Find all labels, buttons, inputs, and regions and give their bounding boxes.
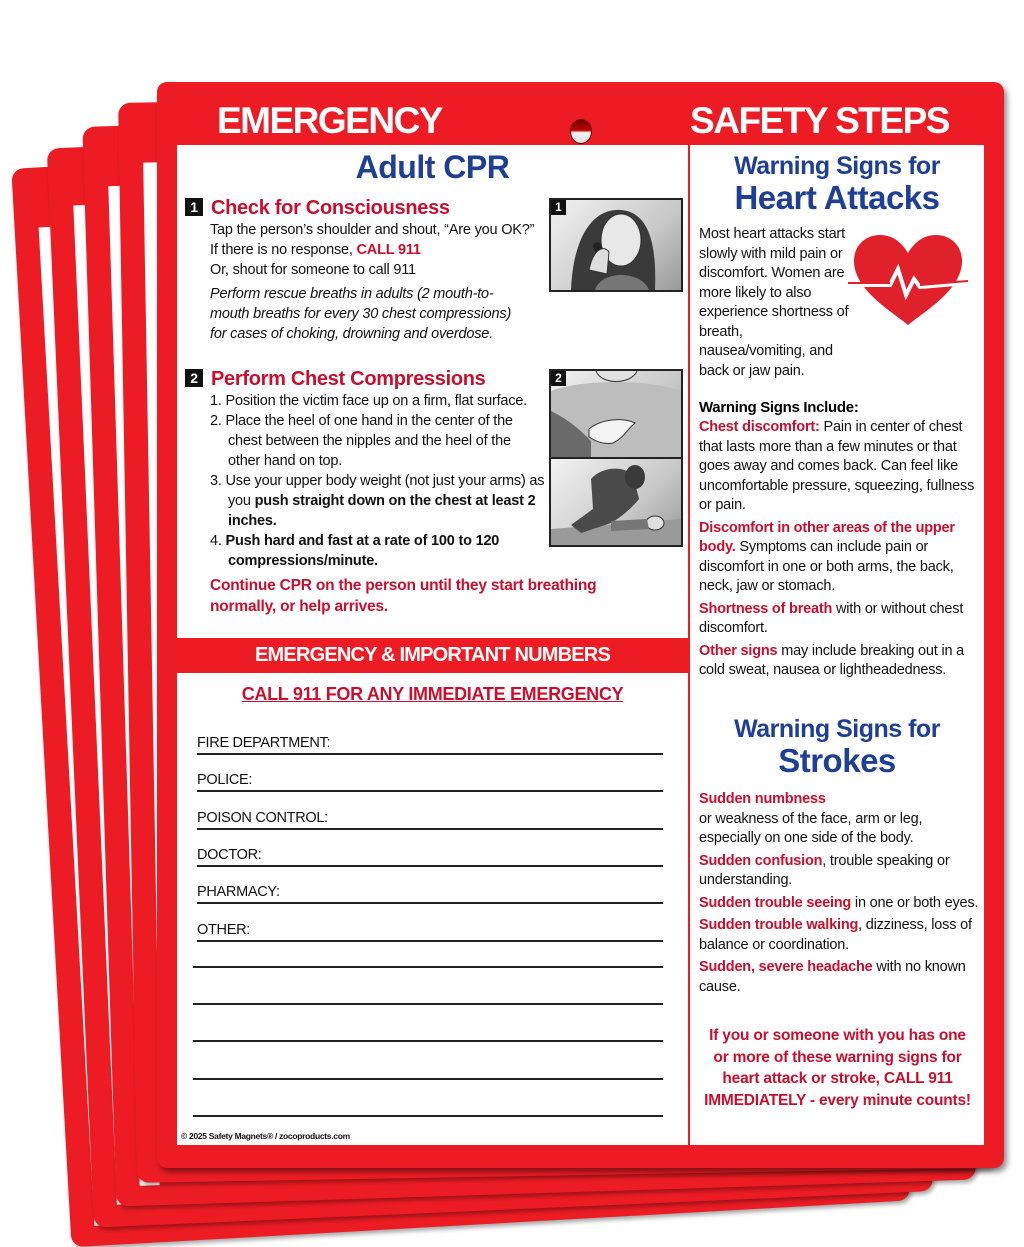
illustration-tag-2: 2 — [551, 371, 566, 386]
call-911-emphasis: CALL 911 — [356, 242, 421, 258]
blank-write-line[interactable] — [193, 1078, 663, 1080]
step2-heading — [185, 368, 486, 391]
heart-attack-heading-line2: Heart Attacks — [734, 179, 940, 216]
person-on-phone-illustration — [549, 198, 683, 292]
compression-step: 3. Use your upper body weight (not just your arms) as you push straight down on the chest at least 2 inches. — [210, 473, 545, 529]
chest-compression-illustration-top — [549, 369, 683, 463]
pharmacy-field[interactable]: PHARMACY: — [197, 882, 663, 904]
heart-sign-item: Discomfort in other areas of the upper body. Symptoms can include pain or discomfort in one or both arms, the back, neck, jaw or stomach. — [699, 519, 955, 594]
heart-sign-item: Chest discomfort: Pain in center of chest that lasts more than a few minutes or that goes away and comes back. Can feel like uncomfortable pressure, squeezing, fullness or pain. — [699, 419, 975, 513]
step1-heading — [185, 197, 450, 220]
blank-write-line[interactable] — [193, 966, 663, 968]
heart-attack-intro: Most heart attacks start slowly with mild pain or discomfort. Women are more likely to also experience shortness of breath, nausea/vomiting, and back or jaw pain. — [699, 226, 849, 379]
stroke-signs-list — [699, 790, 979, 997]
step2-number-badge: 2 — [185, 369, 203, 387]
call-911-banner: CALL 911 FOR ANY IMMEDIATE EMERGENCY — [241, 684, 624, 704]
blank-write-line[interactable] — [193, 1040, 663, 1042]
illustration-tag-1: 1 — [551, 200, 566, 215]
adult-cpr-panel — [177, 145, 688, 638]
cpr-heading: Adult CPR — [355, 149, 510, 185]
call-911-final-warning: If you or someone with you has one or more of these warning signs for heart attack or stroke, CALL 911 IMMEDIATELY - every minute counts! — [704, 1027, 971, 1109]
stroke-heading-line2: Strokes — [778, 742, 896, 779]
compression-steps-list — [210, 391, 545, 571]
stroke-sign-item: Sudden confusion, trouble speaking or understanding. — [699, 852, 950, 888]
person-on-phone-drawing — [551, 200, 681, 290]
continue-cpr-note: Continue CPR on the person until they start breathing normally, or help arrives. — [210, 577, 597, 615]
emergency-safety-card — [157, 82, 1004, 1168]
hanging-hole — [570, 119, 592, 144]
step1-line1: Tap the person’s shoulder and shout, “Are you OK?” — [210, 222, 535, 238]
heart-sign-item: Other signs may include breaking out in a cold sweat, nausea or lightheadedness. — [699, 642, 965, 678]
numbers-band-title: EMERGENCY & IMPORTANT NUMBERS — [255, 644, 610, 666]
stroke-heading-line1: Warning Signs for — [734, 715, 940, 743]
blank-write-line[interactable] — [193, 1115, 663, 1117]
fire-department-field[interactable]: FIRE DEPARTMENT: — [197, 733, 663, 755]
heart-attack-heading-line1: Warning Signs for — [734, 152, 940, 180]
doctor-field[interactable]: DOCTOR: — [197, 845, 663, 867]
warning-signs-panel — [690, 145, 984, 1145]
poison-control-field[interactable]: POISON CONTROL: — [197, 808, 663, 830]
title-emergency: EMERGENCY — [217, 100, 442, 141]
hand-on-chest-drawing — [551, 371, 681, 461]
compression-step: 1. Position the victim face up on a firm, flat surface. — [210, 393, 528, 409]
important-numbers-panel — [177, 673, 688, 1145]
step2-title: Perform Chest Compressions — [211, 368, 486, 390]
compression-step: 2. Place the heel of one hand in the center of the chest between the nipples and the heel of the other hand on top. — [210, 413, 513, 469]
chest-compression-illustration-bottom — [549, 457, 683, 547]
stroke-sign-item: Sudden numbness or weakness of the face, arm or leg, especially on one side of the body. — [699, 791, 923, 846]
step1-body — [210, 220, 550, 344]
step1-number-badge: 1 — [185, 198, 203, 216]
step1-rescue-breath-note: Perform rescue breaths in adults (2 mouth-to-mouth breaths for every 30 chest compressions) for cases of choking, drowning and overdose. — [210, 286, 512, 342]
stroke-sign-item: Sudden, severe headache with no known cause. — [699, 959, 966, 995]
heart-sign-item: Shortness of breath with or without chest discomfort. — [699, 600, 964, 636]
police-field[interactable]: POLICE: — [197, 770, 663, 792]
compression-step: 4. Push hard and fast at a rate of 100 to 120 compressions/minute. — [210, 533, 500, 569]
step1-title: Check for Consciousness — [211, 197, 450, 219]
stroke-sign-item: Sudden trouble seeing in one or both eyes. — [699, 894, 979, 911]
warning-signs-include-title: Warning Signs Include: — [699, 399, 859, 416]
step1-line3: Or, shout for someone to call 911 — [210, 262, 416, 278]
step2-body — [210, 391, 545, 571]
rescuer-compressing-drawing — [551, 459, 681, 545]
blank-write-line[interactable] — [193, 1003, 663, 1005]
copyright-notice: © 2025 Safety Magnets® / zocoproducts.com — [181, 1131, 350, 1141]
step1-line2: If there is no response, CALL 911 — [210, 242, 421, 258]
title-safety-steps: SAFETY STEPS — [690, 100, 949, 141]
stroke-sign-item: Sudden trouble walking, dizziness, loss of balance or coordination. — [699, 917, 972, 953]
heart-attack-signs-list — [699, 418, 979, 681]
other-field[interactable]: OTHER: — [197, 920, 663, 942]
heart-ekg-icon — [848, 233, 968, 328]
